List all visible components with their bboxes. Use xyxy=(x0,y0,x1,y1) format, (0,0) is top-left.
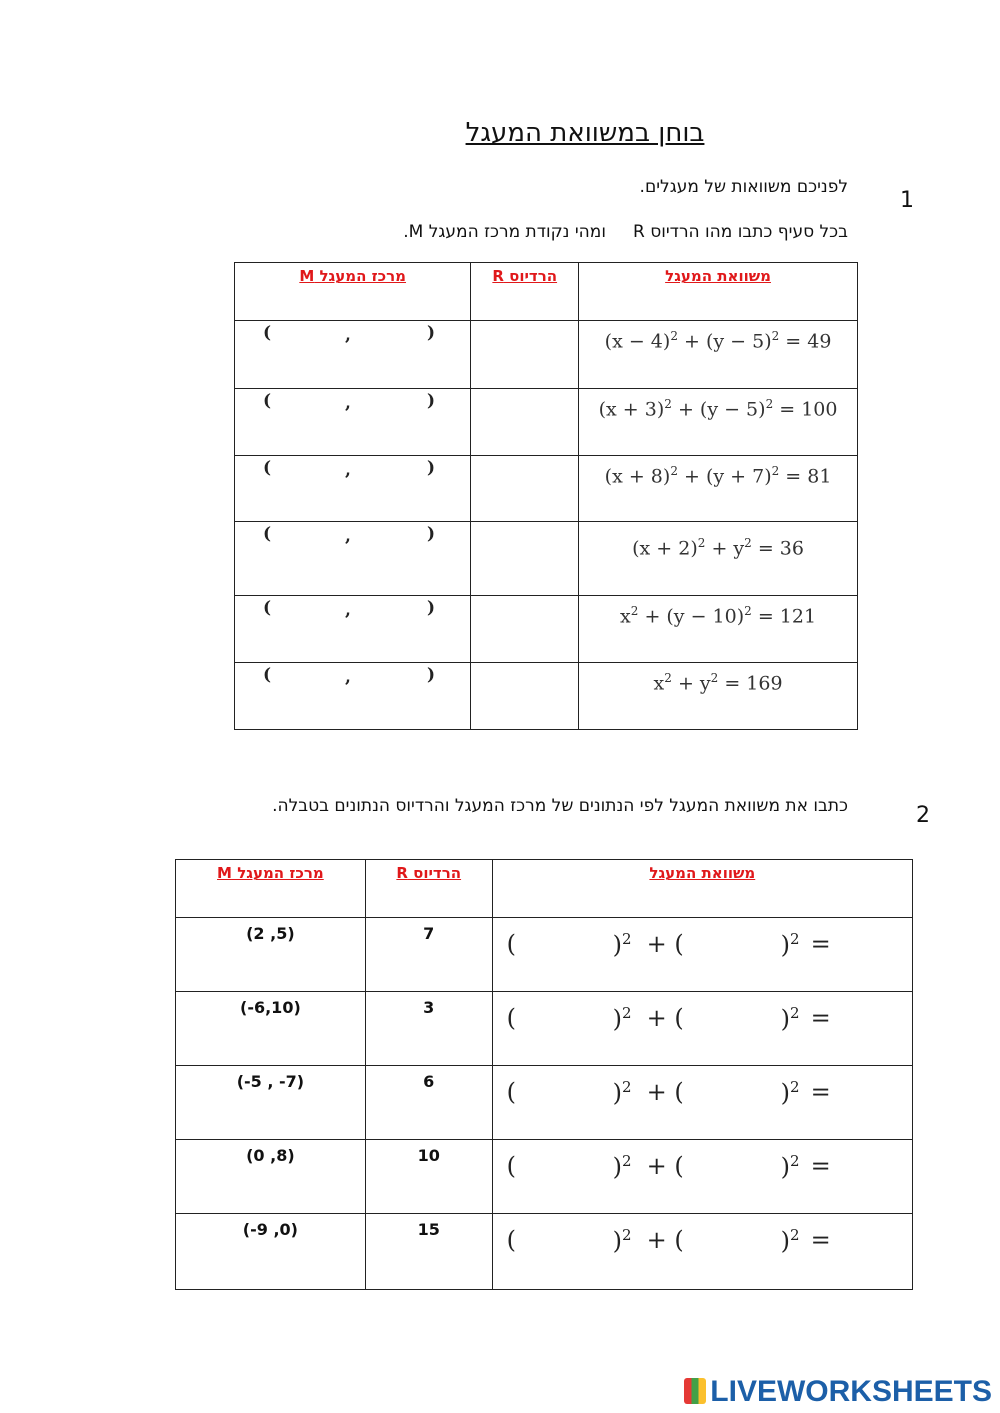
q2-row xyxy=(176,1066,913,1140)
liveworksheets-logo xyxy=(684,1375,992,1409)
center-close-paren: ) xyxy=(427,665,436,685)
tmpl-paren: ) xyxy=(612,1079,623,1107)
given-radius: 15 xyxy=(417,1220,440,1239)
eq-rhs: = 49 xyxy=(785,330,832,353)
eq-term-2: + y xyxy=(677,672,711,695)
eq-exp-1: 2 xyxy=(670,464,678,478)
center-close-paren: ) xyxy=(427,458,436,478)
q1-radius-cell[interactable] xyxy=(471,663,579,730)
page-title: בוחן במשוואת המעגל xyxy=(465,118,705,148)
q1-center-cell[interactable] xyxy=(235,663,471,730)
q2-center-cell xyxy=(176,918,366,992)
given-radius: 3 xyxy=(423,998,435,1017)
tmpl-plus-open: + ( xyxy=(646,1004,684,1032)
center-comma: , xyxy=(345,393,351,413)
eq-term-1: x xyxy=(653,672,665,695)
q1-equation-cell xyxy=(579,389,858,456)
eq-exp-1: 2 xyxy=(670,329,678,343)
eq-term-2: + (y − 10) xyxy=(644,605,745,628)
q2-header-center: מרכז המעגל M xyxy=(176,860,366,918)
center-open-paren: ( xyxy=(263,323,272,343)
eq-exp-2: 2 xyxy=(710,671,719,685)
q1-equation-cell xyxy=(579,522,858,596)
eq-exp-2: 2 xyxy=(744,536,752,550)
tmpl-paren: ) xyxy=(780,1153,791,1181)
tmpl-paren: ) xyxy=(780,1005,791,1033)
tmpl-exp: 2 xyxy=(790,1004,800,1022)
q2-instruction: כתבו את משוואת המעגל לפי הנתונים של מרכז המעגל והרדיוס הנתונים בטבלה. xyxy=(272,796,848,816)
given-radius: 6 xyxy=(423,1072,435,1091)
tmpl-close-2 xyxy=(781,930,800,959)
tmpl-paren: ) xyxy=(780,1227,791,1255)
q1-header-center: מרכז המעגל M xyxy=(235,263,471,321)
tmpl-plus-open: + ( xyxy=(646,930,684,958)
tmpl-equals: = xyxy=(810,1152,831,1180)
q1-equation-cell xyxy=(579,456,858,522)
given-center: (0 ,8) xyxy=(246,1146,295,1165)
tmpl-close-1 xyxy=(613,1152,632,1181)
q2-center-cell xyxy=(176,1140,366,1214)
q1-center-cell[interactable] xyxy=(235,321,471,389)
eq-rhs: = 169 xyxy=(724,672,783,695)
eq-term-1: (x − 4) xyxy=(604,330,671,353)
q1-row xyxy=(235,456,858,522)
q1-equation-cell xyxy=(579,321,858,389)
eq-term-1: x xyxy=(620,605,631,628)
eq-exp-2: 2 xyxy=(765,397,774,411)
q2-row xyxy=(176,992,913,1066)
q2-radius-cell xyxy=(365,1214,492,1290)
q1-radius-cell[interactable] xyxy=(471,389,579,456)
question-2-number: 2 xyxy=(916,803,930,828)
q1-instruction: בכל סעיף כתבו מהו הרדיוס R ומהי נקודת מרכז המעגל M. xyxy=(403,222,848,242)
eq-exp-1: 2 xyxy=(664,397,672,411)
center-open-paren: ( xyxy=(263,391,272,411)
eq-term-2: + (y + 7) xyxy=(684,465,772,488)
question-1-number: 1 xyxy=(900,188,914,213)
eq-term-2: + (y − 5) xyxy=(684,330,772,353)
eq-rhs: = 81 xyxy=(785,465,832,488)
q1-center-cell[interactable] xyxy=(235,596,471,663)
center-close-paren: ) xyxy=(427,323,436,343)
eq-rhs: = 100 xyxy=(779,398,838,421)
q1-row xyxy=(235,389,858,456)
q1-equation xyxy=(579,321,857,352)
q1-row xyxy=(235,321,858,389)
tmpl-paren: ) xyxy=(780,931,791,959)
q2-row xyxy=(176,1140,913,1214)
tmpl-exp: 2 xyxy=(790,930,800,948)
center-close-paren: ) xyxy=(427,598,436,618)
tmpl-close-1 xyxy=(613,1078,632,1107)
q1-radius-cell[interactable] xyxy=(471,456,579,522)
logo-icon xyxy=(684,1378,706,1404)
eq-term-2: + (y − 5) xyxy=(677,398,766,421)
q2-row xyxy=(176,918,913,992)
given-center: (-5 , -7) xyxy=(236,1072,305,1091)
tmpl-open-1: ( xyxy=(506,1152,517,1180)
tmpl-plus-open: + ( xyxy=(646,1078,684,1106)
eq-term-1: (x + 2) xyxy=(632,537,698,560)
q2-equation-cell[interactable] xyxy=(492,918,912,992)
tmpl-open-1: ( xyxy=(506,1078,517,1106)
q2-table xyxy=(175,859,913,1290)
tmpl-plus-open: + ( xyxy=(646,1226,684,1254)
tmpl-equals: = xyxy=(810,1004,831,1032)
q2-radius-cell xyxy=(365,1066,492,1140)
q1-equation-cell xyxy=(579,596,858,663)
q1-intro: לפניכם משוואות של מעגלים. xyxy=(639,177,848,197)
center-close-paren: ) xyxy=(427,391,436,411)
tmpl-exp: 2 xyxy=(622,930,632,948)
tmpl-paren: ) xyxy=(612,1005,623,1033)
q2-equation-cell[interactable] xyxy=(492,1140,912,1214)
center-open-paren: ( xyxy=(263,598,272,618)
tmpl-paren: ) xyxy=(612,931,623,959)
q1-radius-cell[interactable] xyxy=(471,596,579,663)
tmpl-close-2 xyxy=(781,1152,800,1181)
center-comma: , xyxy=(345,667,351,687)
q1-equation xyxy=(579,663,857,694)
q1-radius-cell[interactable] xyxy=(471,321,579,389)
tmpl-equals: = xyxy=(810,930,831,958)
q1-row xyxy=(235,596,858,663)
q2-center-cell xyxy=(176,992,366,1066)
tmpl-exp: 2 xyxy=(622,1152,632,1170)
q2-equation-cell[interactable] xyxy=(492,992,912,1066)
q2-equation-cell[interactable] xyxy=(492,1066,912,1140)
q1-equation xyxy=(579,389,857,420)
tmpl-plus-open: + ( xyxy=(646,1152,684,1180)
tmpl-close-1 xyxy=(613,930,632,959)
eq-rhs: = 36 xyxy=(757,537,804,560)
q2-header-radius: הרדיוס R xyxy=(365,860,492,918)
tmpl-exp: 2 xyxy=(622,1226,632,1244)
tmpl-equals: = xyxy=(810,1078,831,1106)
center-open-paren: ( xyxy=(263,665,272,685)
q1-header-equation: משוואת המעגל xyxy=(579,263,858,321)
center-comma: , xyxy=(345,600,351,620)
q1-center-cell[interactable] xyxy=(235,522,471,596)
center-comma: , xyxy=(345,325,351,345)
tmpl-paren: ) xyxy=(780,1079,791,1107)
center-comma: , xyxy=(345,526,351,546)
tmpl-exp: 2 xyxy=(790,1078,800,1096)
tmpl-exp: 2 xyxy=(790,1226,800,1244)
eq-term-1: (x + 3) xyxy=(598,398,665,421)
given-radius: 10 xyxy=(417,1146,440,1165)
q1-equation xyxy=(579,456,857,487)
tmpl-close-2 xyxy=(781,1078,800,1107)
eq-exp-1: 2 xyxy=(630,604,639,618)
q2-radius-cell xyxy=(365,918,492,992)
center-comma: , xyxy=(345,460,351,480)
center-open-paren: ( xyxy=(263,524,272,544)
tmpl-close-1 xyxy=(613,1226,632,1255)
tmpl-equals: = xyxy=(810,1226,831,1254)
q1-center-cell[interactable] xyxy=(235,389,471,456)
eq-exp-1: 2 xyxy=(664,671,672,685)
q2-row xyxy=(176,1214,913,1290)
eq-rhs: = 121 xyxy=(757,605,817,628)
center-open-paren: ( xyxy=(263,458,272,478)
tmpl-paren: ) xyxy=(612,1227,623,1255)
q2-radius-cell xyxy=(365,1140,492,1214)
eq-term-2: + y xyxy=(711,537,745,560)
given-radius: 7 xyxy=(423,924,435,943)
q1-table xyxy=(234,262,858,730)
tmpl-open-1: ( xyxy=(506,1004,517,1032)
q2-equation-cell[interactable] xyxy=(492,1214,912,1290)
q1-radius-cell[interactable] xyxy=(471,522,579,596)
eq-exp-2: 2 xyxy=(744,604,752,618)
q1-row xyxy=(235,522,858,596)
q2-center-cell xyxy=(176,1214,366,1290)
tmpl-close-1 xyxy=(613,1004,632,1033)
tmpl-open-1: ( xyxy=(506,1226,517,1254)
q1-equation xyxy=(579,522,857,559)
given-center: (2 ,5) xyxy=(246,924,295,943)
tmpl-open-1: ( xyxy=(506,930,517,958)
q1-header-radius: הרדיוס R xyxy=(471,263,579,321)
q1-row xyxy=(235,663,858,730)
q1-center-cell[interactable] xyxy=(235,456,471,522)
tmpl-exp: 2 xyxy=(622,1078,632,1096)
center-close-paren: ) xyxy=(427,524,436,544)
eq-exp-1: 2 xyxy=(697,536,706,550)
q2-header-equation: משוואת המעגל xyxy=(492,860,912,918)
q1-equation xyxy=(579,596,857,627)
eq-term-1: (x + 8) xyxy=(604,465,671,488)
tmpl-close-2 xyxy=(781,1004,800,1033)
tmpl-paren: ) xyxy=(612,1153,623,1181)
q2-center-cell xyxy=(176,1066,366,1140)
tmpl-exp: 2 xyxy=(622,1004,632,1022)
q2-radius-cell xyxy=(365,992,492,1066)
given-center: (-6,10) xyxy=(240,998,301,1017)
eq-exp-2: 2 xyxy=(771,329,780,343)
logo-text: LIVEWORKSHEETS xyxy=(710,1375,992,1408)
tmpl-close-2 xyxy=(781,1226,800,1255)
q1-equation-cell xyxy=(579,663,858,730)
eq-exp-2: 2 xyxy=(771,464,780,478)
tmpl-exp: 2 xyxy=(790,1152,800,1170)
given-center: (-9 ,0) xyxy=(242,1220,298,1239)
